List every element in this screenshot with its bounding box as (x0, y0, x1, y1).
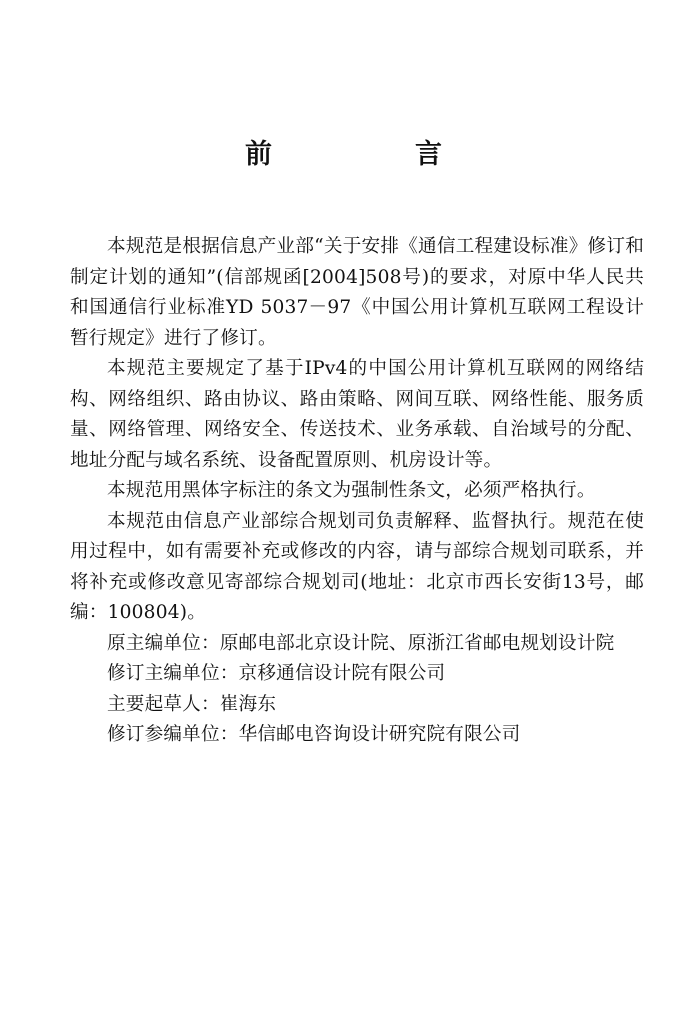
paragraph-mandatory: 本规范用黑体字标注的条文为强制性条文，必须严格执行。 (107, 480, 596, 501)
page-title: 前 言 (245, 139, 500, 170)
credit-label: 原主编单位： (107, 632, 220, 654)
credit-label: 主要起草人： (107, 693, 220, 715)
credit-label: 修订主编单位： (107, 663, 239, 684)
credit-revision-editor (70, 659, 644, 690)
preface-body (70, 232, 644, 751)
credit-main-drafter (70, 690, 644, 721)
paragraph-scope: 本规范主要规定了基于IPv4的中国公用计算机互联网的网络结构、网络组织、路由协议、路由策略、网间互联、网络性能、服务质量、网络管理、网络安全、传送技术、业务承载、自治域号的分配、地址分配与域名系统、设备配置原则、机房设计等。 (70, 358, 644, 471)
credit-value: 京移通信设计院有限公司 (238, 663, 446, 684)
credit-value: 原邮电部北京设计院、原浙江省邮电规划设计院 (219, 632, 615, 654)
paragraph-interpretation: 本规范由信息产业部综合规划司负责解释、监督执行。规范在使用过程中，如有需要补充或修改的内容，请与部综合规划司联系，并将补充或修改意见寄部综合规划司(地址：北京市西长安街13号，邮编：100804)。 (70, 510, 644, 623)
credit-original-editor (70, 629, 644, 660)
credit-label: 修订参编单位： (107, 724, 239, 745)
paragraph-purpose: 本规范是根据信息产业部“关于安排《通信工程建设标准》修订和制定计划的通知”(信部规函[2004]508号)的要求，对原中华人民共和国通信行业标准YD 5037－97《中国公用计算机互联网工程设计暂行规定》进行了修订。 (70, 236, 644, 349)
credit-revision-participant (70, 720, 644, 751)
credit-value: 崔海东 (219, 693, 277, 715)
credit-value: 华信邮电咨询设计研究院有限公司 (238, 724, 521, 745)
